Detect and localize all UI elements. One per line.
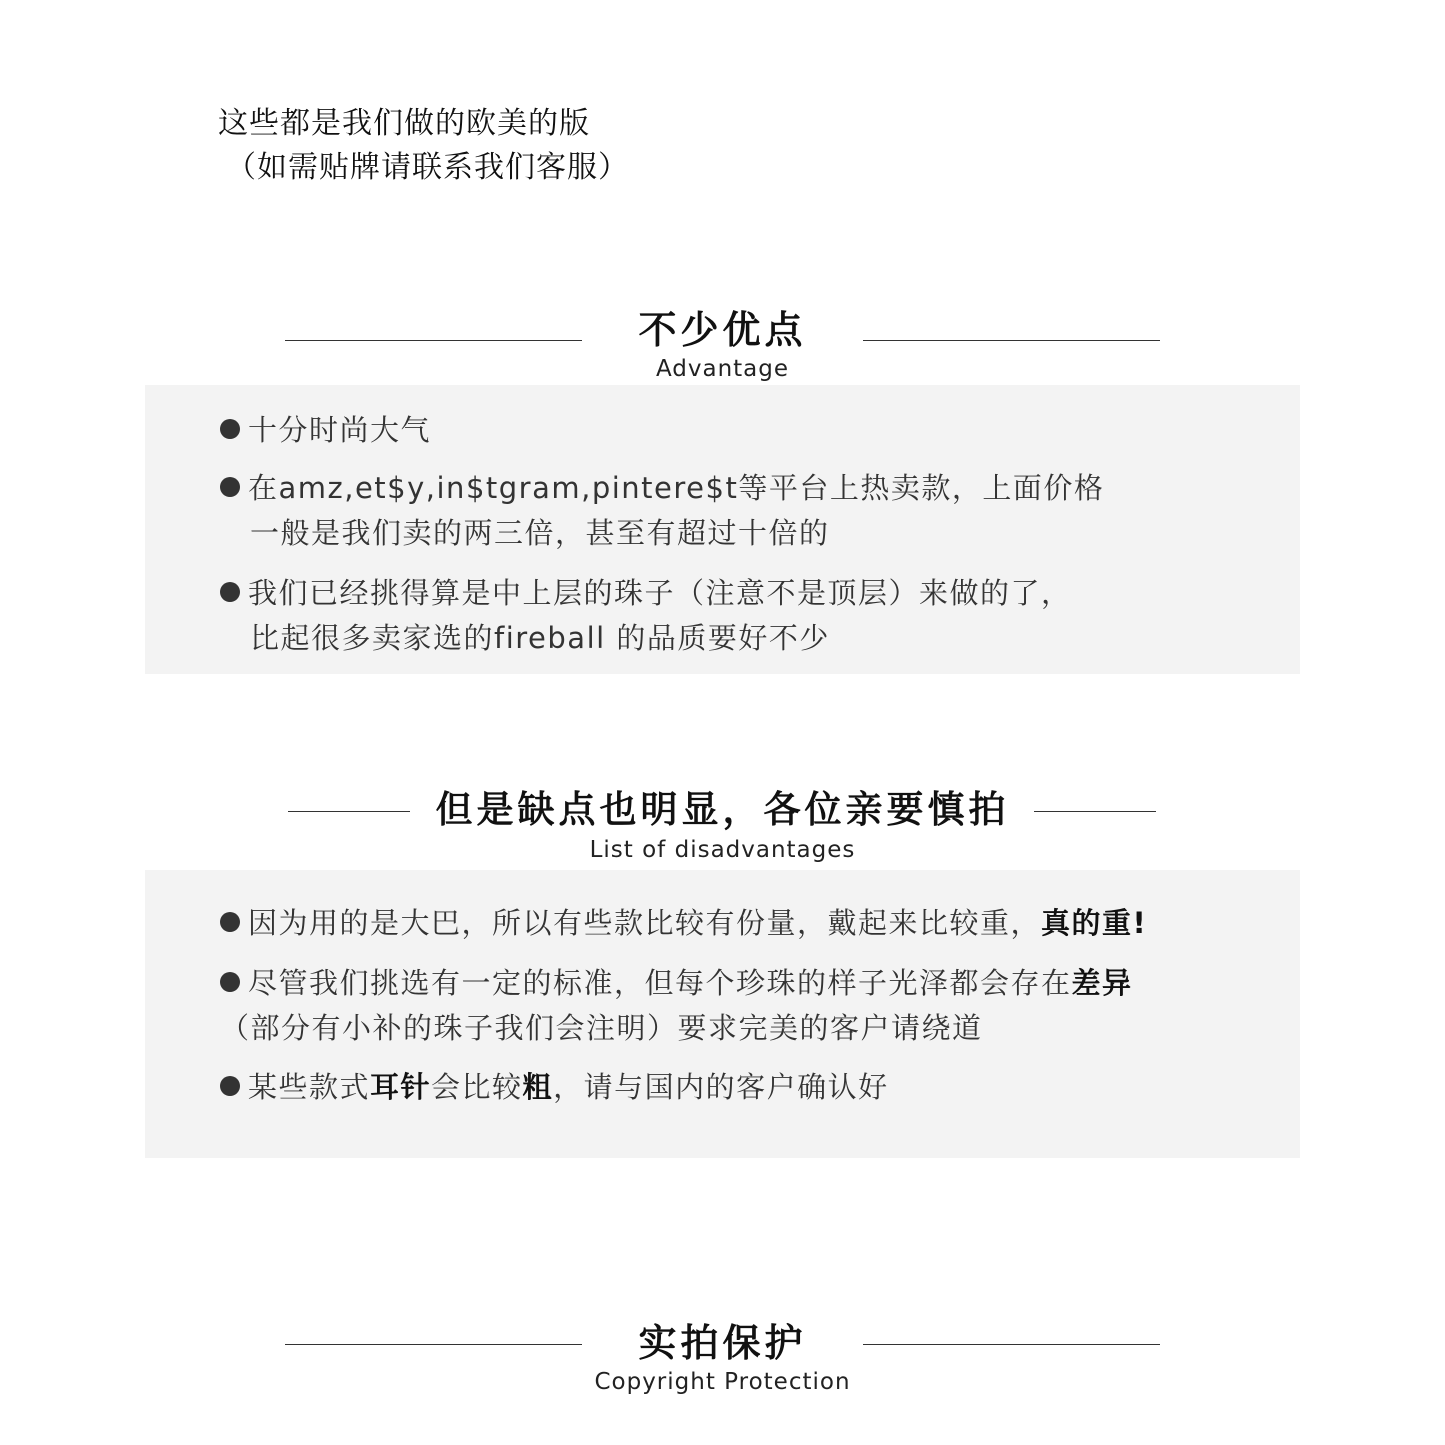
advantage-item (220, 466, 1104, 556)
disadvantage-emphasis: 耳针 (370, 1070, 432, 1104)
bullet-icon (220, 1076, 240, 1096)
advantage-text: 我们已经挑得算是中上层的珠子（注意不是顶层）来做的了， (248, 576, 1072, 610)
disadvantage-text: 尽管我们挑选有一定的标准，但每个珍珠的样子光泽都会存在 (248, 966, 1072, 1000)
disadvantage-text: 某些款式 (248, 1070, 371, 1104)
disadvantage-text-continued: （部分有小补的珠子我们会注明）要求完美的客户请绕道 (220, 1011, 983, 1045)
disadvantage-text: 因为用的是大巴，所以有些款比较有份量，戴起来比较重， (248, 906, 1042, 940)
advantage-text-continued: 比起很多卖家选的fireball 的品质要好不少 (250, 621, 830, 655)
disadvantage-emphasis: 差异 (1071, 966, 1133, 1000)
bullet-icon (220, 972, 240, 992)
bullet-icon (220, 582, 240, 602)
advantage-text: 在amz,et$y,in$tgram,pintere$t等平台上热卖款，上面价格 (248, 471, 1105, 505)
intro-line-1: 这些都是我们做的欧美的版 (218, 106, 590, 141)
copyright-title: 实拍保护 (638, 1321, 807, 1365)
disadvantage-item (220, 1065, 889, 1110)
advantage-text-continued: 一般是我们卖的两三倍，甚至有超过十倍的 (250, 516, 830, 550)
intro-line-2: （如需贴牌请联系我们客服） (226, 150, 629, 185)
disadvantage-emphasis: 真的重! (1041, 906, 1148, 940)
advantages-subtitle: Advantage (655, 356, 790, 382)
disadvantage-item (220, 961, 1133, 1051)
disadvantages-heading (0, 786, 1445, 866)
advantage-item (220, 408, 431, 453)
advantage-item (220, 571, 1072, 661)
disadvantages-subtitle: List of disadvantages (589, 837, 856, 863)
disadvantage-text: ，请与国内的客户确认好 (553, 1070, 889, 1104)
bullet-icon (220, 419, 240, 439)
advantages-heading (0, 306, 1445, 384)
advantages-title: 不少优点 (638, 308, 807, 352)
disadvantage-text: 会比较 (431, 1070, 523, 1104)
disadvantages-title: 但是缺点也明显，各位亲要慎拍 (435, 788, 1010, 831)
advantage-text: 十分时尚大气 (248, 413, 432, 447)
bullet-icon (220, 912, 240, 932)
disadvantage-item (220, 901, 1147, 946)
bullet-icon (220, 477, 240, 497)
intro-text (218, 102, 629, 190)
disadvantage-emphasis: 粗 (522, 1070, 554, 1104)
copyright-heading (0, 1319, 1445, 1397)
copyright-subtitle: Copyright Protection (594, 1369, 851, 1395)
